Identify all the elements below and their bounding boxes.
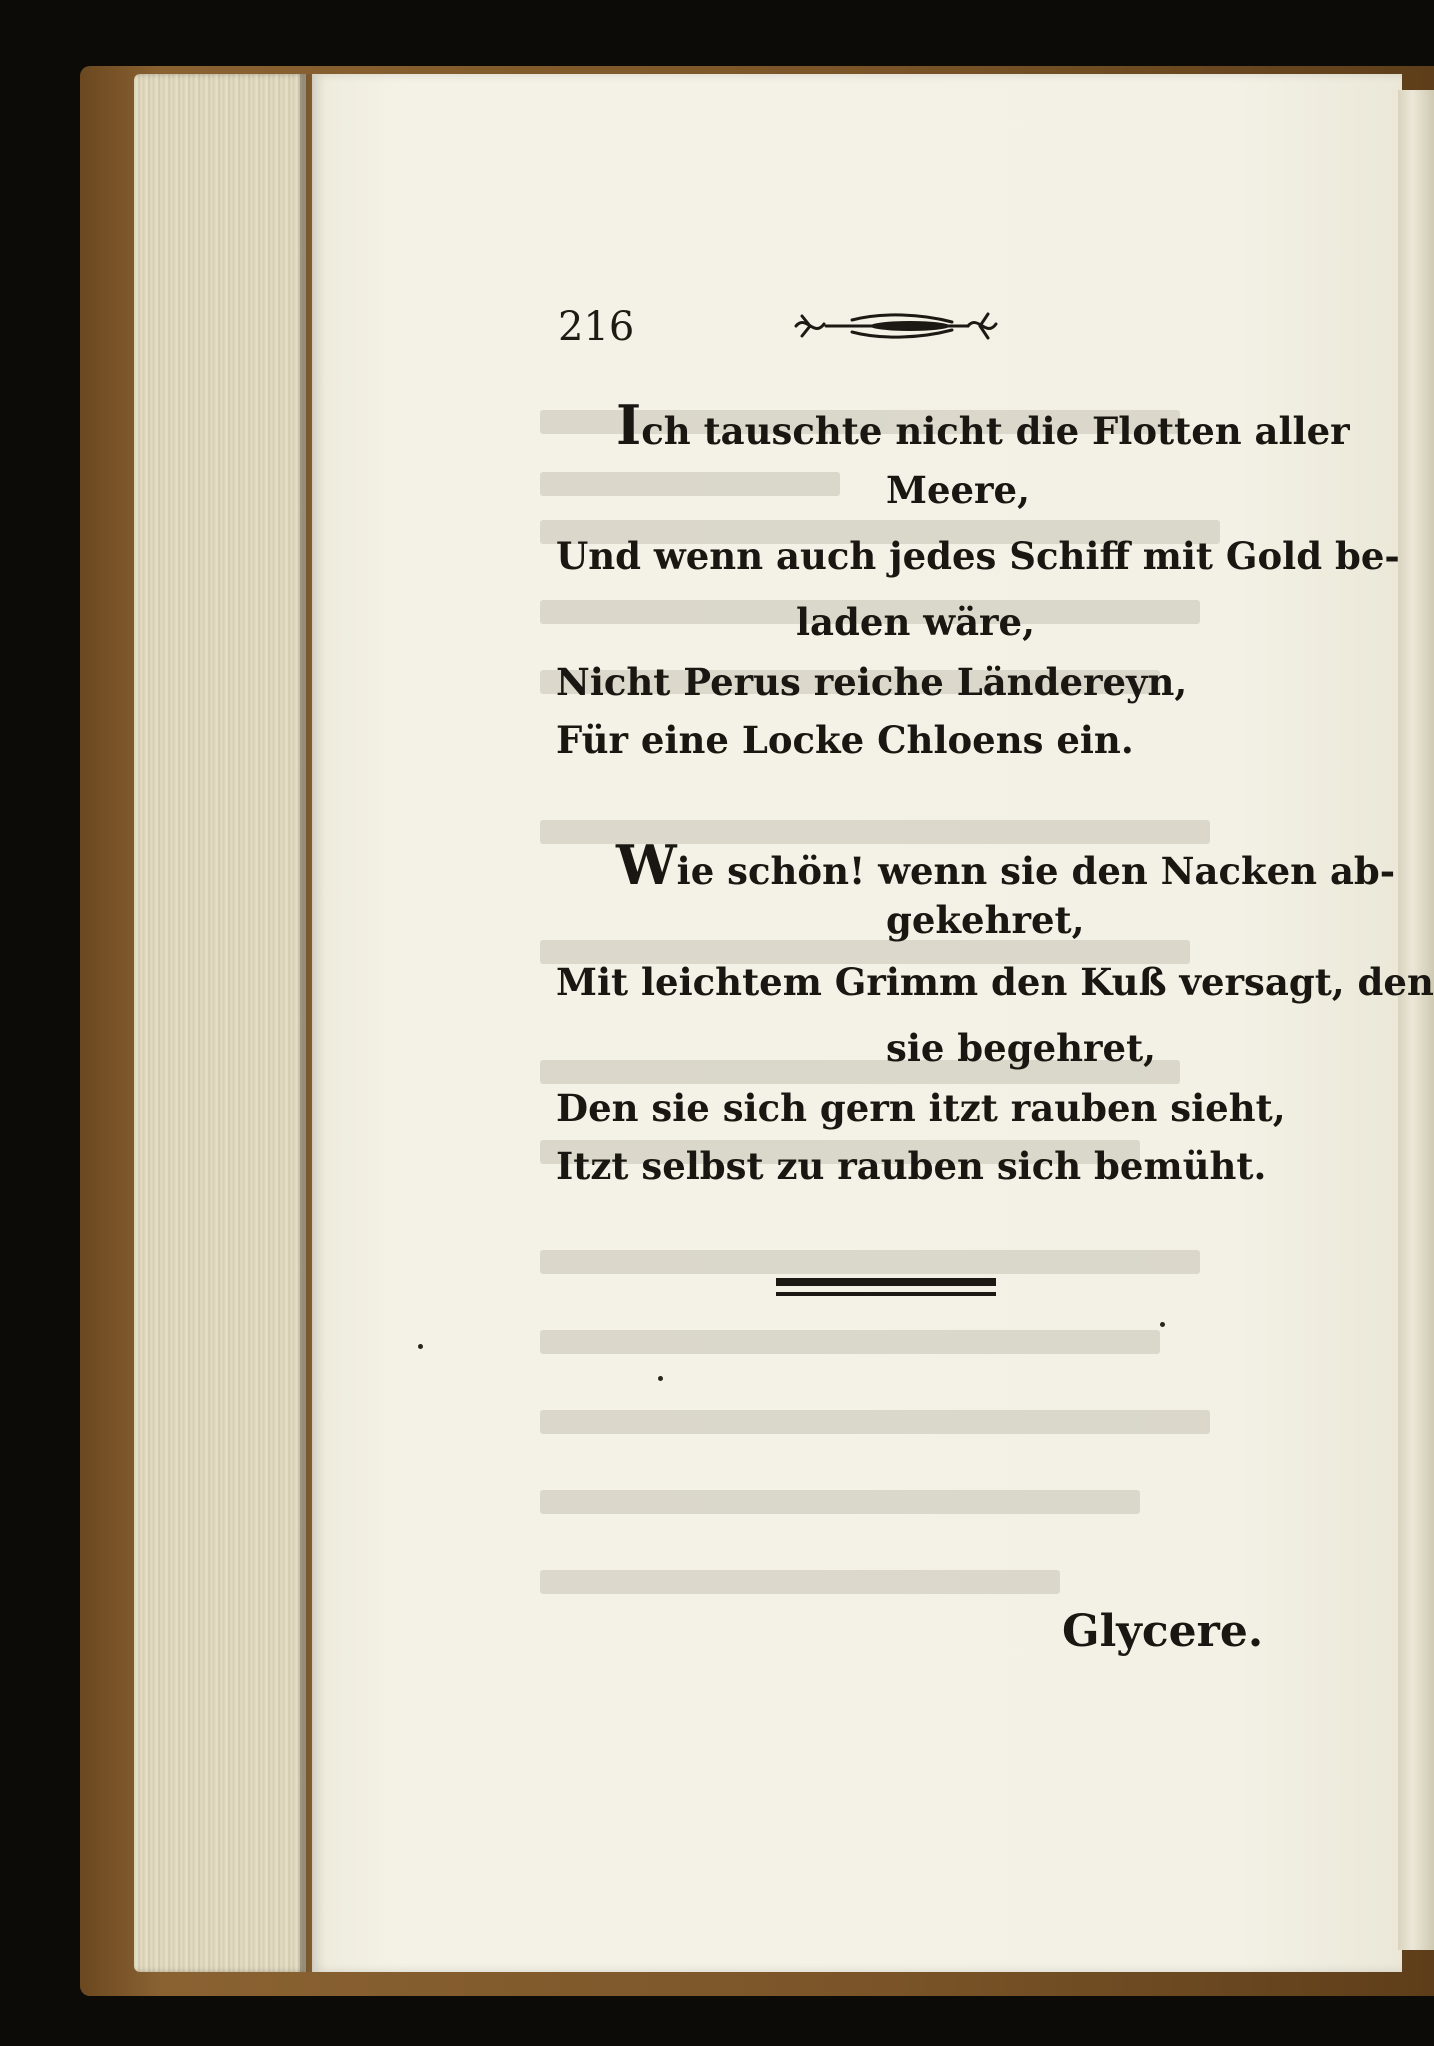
verse-line-continuation: sie begehret, <box>886 1026 1157 1070</box>
book-page <box>312 74 1402 1972</box>
page-block-edge <box>134 74 306 1972</box>
verse-line-continuation: gekehret, <box>886 898 1085 942</box>
paper-speck <box>658 1376 663 1381</box>
drop-initial: W <box>616 833 677 897</box>
drop-initial: I <box>616 393 642 457</box>
verse-line: Nicht Perus reiche Ländereyn, <box>556 660 1188 704</box>
verse-line: Wie schön! wenn sie den Nacken ab- <box>616 833 1396 897</box>
facing-page-edge <box>1398 90 1434 1950</box>
verse-line: Und wenn auch jedes Schiff mit Gold be- <box>556 534 1400 578</box>
verse-line: Ich tauschte nicht die Flotten aller <box>616 393 1350 457</box>
end-rule-thick <box>776 1278 996 1286</box>
gutter-shadow <box>300 74 314 1972</box>
paper-speck <box>1160 1322 1165 1327</box>
verse-line: Den sie sich gern itzt rauben sieht, <box>556 1086 1286 1130</box>
catchword: Glycere. <box>1062 1606 1264 1657</box>
vine-flourish-icon <box>792 302 1000 350</box>
verse-line: Für eine Locke Chloens ein. <box>556 718 1134 762</box>
verse-line-continuation: laden wäre, <box>796 600 1035 644</box>
page-number: 216 <box>558 304 635 350</box>
verse-line: Mit leichtem Grimm den Kuß versagt, den <box>556 960 1434 1004</box>
verse-line-continuation: Meere, <box>886 468 1030 512</box>
verse-line: Itzt selbst zu rauben sich bemüht. <box>556 1144 1267 1188</box>
paper-speck <box>418 1344 423 1349</box>
end-rule-thin <box>776 1292 996 1296</box>
